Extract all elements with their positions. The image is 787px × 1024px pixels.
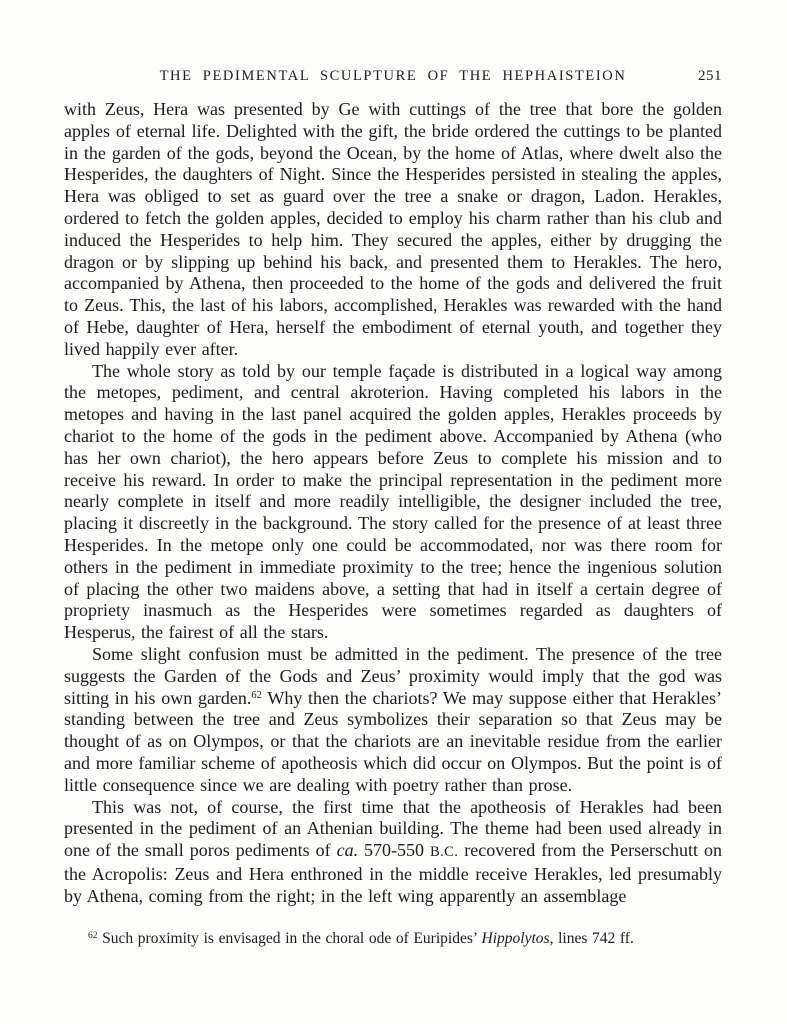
footnote (64, 929, 722, 949)
smallcaps-text: B.C. (429, 844, 459, 861)
italic-text: Hippolytos (481, 930, 550, 947)
body-paragraph (64, 797, 722, 908)
body-paragraph (64, 361, 722, 644)
footnote-marker: 62 (88, 931, 98, 941)
running-head (64, 68, 722, 85)
body-paragraph (64, 99, 722, 361)
page-number: 251 (698, 68, 722, 84)
text-run: 570-550 (358, 840, 430, 861)
body-paragraph (64, 644, 722, 797)
text-run: This was not, of course, the first time that the apotheosis of Herakles had been presented in the pediment of an Athenian building. The theme had been used already in one of the small poros pediments of (64, 796, 722, 861)
text-run: recovered from the Perserschutt on the Acropolis: Zeus and Hera enthroned in the middle receive Herakles, led presumably by Athena, coming from the right; in the left wing apparently an assemblage (64, 840, 722, 906)
text-run: Some slight confusion must be admitted in the pediment. The presence of the tree suggests the Garden of the Gods and Zeus’ proximity would imply that the god was sitting in his own garden. (64, 643, 722, 708)
page-title: THE PEDIMENTAL SCULPTURE OF THE HEPHAISTEION (159, 68, 627, 84)
text-run: Why then the chariots? We may suppose either that Herakles’ standing between the tree and Zeus symbolizes their separation so that Zeus may be thought of as on Olympos, or that the chariots are an inevitable residue from the earlier and more familiar scheme of apotheosis which did occur on Olympos. But the point is of little consequence since we are dealing with poetry rather than prose. (64, 687, 722, 795)
footnote-marker: 62 (251, 689, 262, 701)
text-run: with Zeus, Hera was presented by Ge with cuttings of the tree that bore the golden apples of eternal life. Delighted with the gift, the bride ordered the cuttings to be planted in the garden of the gods, beyond the Ocean, by the home of Atlas, where dwelt also the Hesperides, the daughters of Night. Since the Hesperides persisted in stealing the apples, Hera was obliged to set as guard over the tree a snake or dragon, Ladon. Herakles, ordered to fetch the golden apples, decided to employ his charm rather than his club and induced the Hesperides to help him. They secured the apples, either by drugging the dragon or by slipping up behind his back, and presented them to Herakles. The hero, accompanied by Athena, then proceeded to the home of the gods and delivered the fruit to Zeus. This, the last of his labors, accomplished, Herakles was rewarded with the hand of Hebe, daughter of Hera, herself the embodiment of eternal youth, and together they lived happily ever after. (64, 99, 722, 359)
italic-text: ca. (336, 840, 359, 861)
text-run: Such proximity is envisaged in the choral ode of Euripides’ (97, 930, 482, 947)
text-run: , lines 742 ff. (549, 930, 634, 947)
text-run: The whole story as told by our temple façade is distributed in a logical way among the metopes, pediment, and central akroterion. Having completed his labors in the metopes and having in the last panel acquired the golden apples, Herakles proceeds by chariot to the home of the gods in the pediment above. Accompanied by Athena (who has her own chariot), the hero appears before Zeus to complete his mission and to receive his reward. In order to make the principal representation in the pediment more nearly complete in itself and more readily intelligible, the designer included the tree, placing it discreetly in the background. The story called for the presence of at least three Hesperides. In the metope only one could be accommodated, nor was there room for others in the pediment in immediate proximity to the tree; hence the ingenious solution of placing the other two maidens above, a setting that had in itself a certain degree of propriety inasmuch as the Hesperides were sometimes regarded as daughters of Hesperus, the fairest of all the stars. (64, 360, 722, 643)
body-text (64, 99, 722, 907)
